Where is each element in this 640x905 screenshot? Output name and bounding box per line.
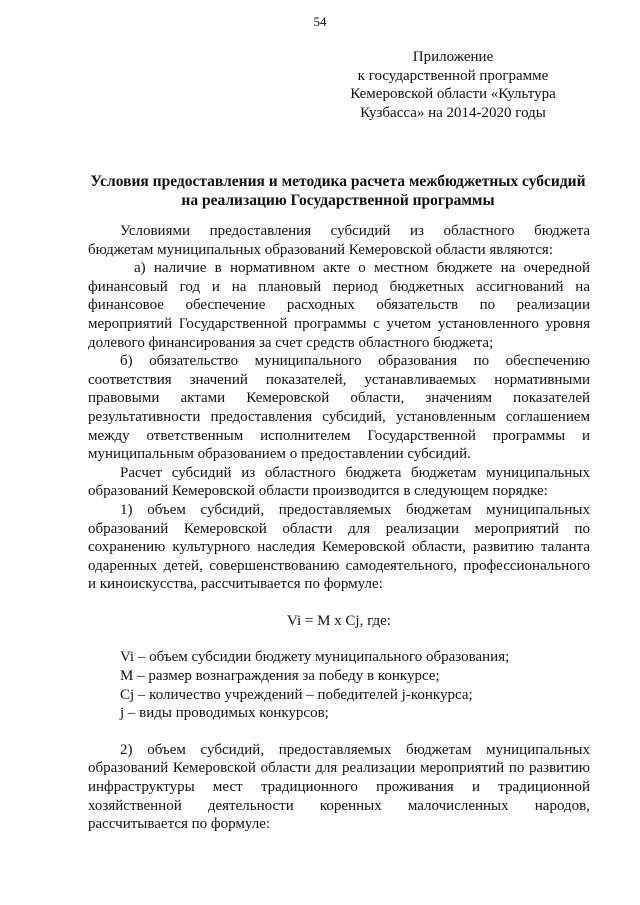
paragraph-intro (88, 222, 590, 259)
definitions-list (88, 648, 590, 722)
definition-item: Vi – объем субсидии бюджету муниципального образования; (120, 649, 510, 666)
paragraph-a (88, 259, 590, 352)
paragraph-order (88, 464, 590, 501)
appendix-line: Приложение (412, 49, 494, 65)
text-line: мероприятий Государственной программы с учетом установленного уровня (88, 315, 590, 332)
paragraph-b (88, 352, 590, 464)
text-line: финансовое обеспечение расходных обязательств по реализации (88, 297, 590, 314)
appendix-line: к государственной программе (357, 67, 549, 84)
definition-item: M – размер вознаграждения за победу в конкурсе; (120, 668, 440, 685)
text-line: 2) объем субсидий, предоставляемых бюджетам муниципальных (120, 741, 590, 758)
text-line: а) наличие в нормативном акте о местном бюджете на очередной (134, 260, 590, 277)
document-heading (60, 172, 616, 210)
text-line: инфраструктуры мест традиционного проживания и традиционной (88, 779, 590, 796)
definition-item: Cj – количество учреждений – победителей j-конкурса; (120, 686, 473, 703)
text-line: рассчитывается по формуле: (88, 816, 271, 833)
appendix-line: Кузбасса» на 2014-2020 годы (360, 104, 546, 121)
heading-line: Условия предоставления и методика расчета межбюджетных субсидий (90, 173, 586, 190)
heading-line: на реализацию Государственной программы (181, 192, 495, 209)
text-line: и киноискусства, рассчитывается по формуле: (88, 576, 383, 593)
text-line: долевого финансирования за счет средств областного бюджета; (88, 334, 494, 351)
text-line: между ответственным исполнителем Государственной программы и (88, 427, 590, 444)
page-number: 54 (313, 14, 327, 29)
text-line: муниципальным образованием о предоставлении субсидий. (88, 446, 471, 463)
text-line: хозяйственной деятельности коренных малочисленных народов, (88, 797, 590, 814)
text-line: финансовый год и на плановый период бюджетных ассигнований на (88, 278, 590, 295)
text-line: образований Кемеровской области для реализации мероприятий по (88, 520, 590, 537)
appendix-block (318, 48, 588, 122)
paragraph-2 (88, 741, 590, 834)
text-line: сохранению культурного наследия Кемеровской области, развитию таланта (88, 539, 590, 556)
text-line: 1) объем субсидий, предоставляемых бюджетам муниципальных (120, 501, 590, 518)
text-line: б) обязательство муниципального образования по обеспечению (120, 353, 590, 370)
document-body (88, 222, 590, 834)
definition-item: j – виды проводимых конкурсов; (120, 705, 329, 722)
text-line: образований Кемеровской области производится в следующем порядке: (88, 483, 548, 500)
text-line: одаренных детей, совершенствованию самодеятельного, профессионального (88, 557, 590, 574)
text-line: Условиями предоставления субсидий из областного бюджета (120, 223, 590, 239)
paragraph-1 (88, 501, 590, 594)
text-line: результативности предоставления субсидий, установленным соглашением (88, 408, 590, 425)
text-line: соответствия значений показателей, устанавливаемых нормативными (88, 371, 590, 388)
text-line: образований Кемеровской области для реализации мероприятий по развитию (88, 760, 590, 777)
text-line: Расчет субсидий из областного бюджета бюджетам муниципальных (120, 464, 590, 481)
text-line: правовыми актами Кемеровской области, значениям показателей (88, 390, 590, 407)
formula: Vi = M x Cj, где: (287, 612, 391, 629)
appendix-line: Кемеровской области «Культура (350, 86, 556, 102)
text-line: бюджетам муниципальных образований Кемеровской области являются: (88, 241, 553, 258)
